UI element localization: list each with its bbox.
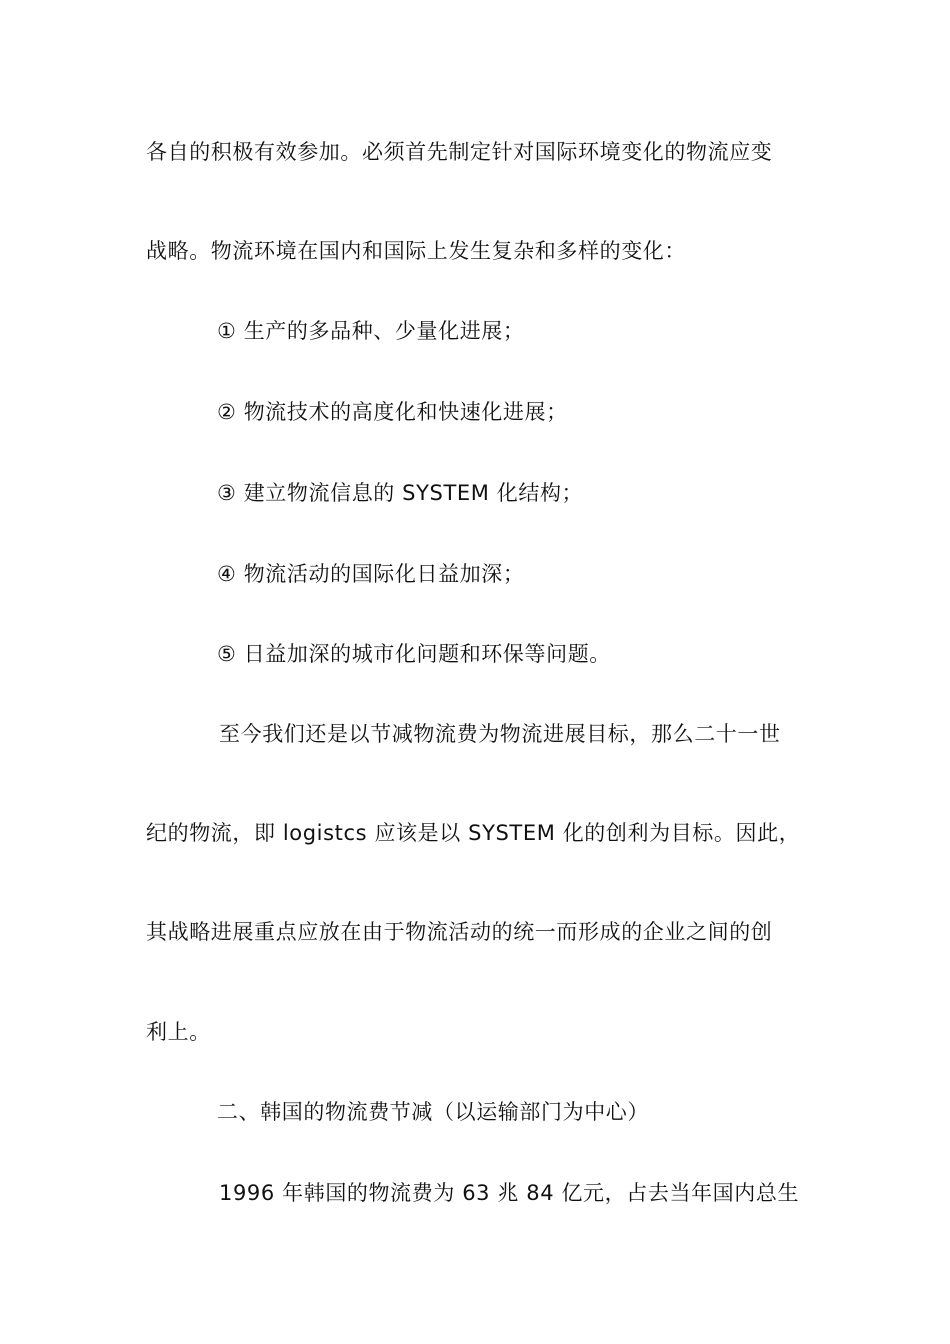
list-item: ② 物流技术的高度化和快速化进展； — [217, 400, 568, 424]
paragraph-line: 纪的物流，即 logistcs 应该是以 SYSTEM 化的创利为目标。因此， — [146, 821, 801, 845]
paragraph-line: 至今我们还是以节减物流费为物流进展目标，那么二十一世 — [219, 722, 781, 746]
list-item: ④ 物流活动的国际化日益加深； — [217, 562, 525, 586]
paragraph-line: 1996 年韩国的物流费为 63 兆 84 亿元，占去当年国内总生 — [219, 1181, 800, 1205]
list-item: ③ 建立物流信息的 SYSTEM 化结构； — [217, 481, 584, 505]
paragraph-line: 利上。 — [146, 1020, 211, 1044]
paragraph-line: 战略。物流环境在国内和国际上发生复杂和多样的变化： — [146, 239, 686, 263]
paragraph-line: 其战略进展重点应放在由于物流活动的统一而形成的企业之间的创 — [146, 920, 773, 944]
list-item: ⑤ 日益加深的城市化问题和环保等问题。 — [217, 642, 611, 666]
section-heading: 二、韩国的物流费节减（以运输部门为中心） — [217, 1100, 649, 1124]
list-item: ① 生产的多品种、少量化进展； — [217, 319, 525, 343]
paragraph-line: 各自的积极有效参加。必须首先制定针对国际环境变化的物流应变 — [146, 140, 773, 164]
